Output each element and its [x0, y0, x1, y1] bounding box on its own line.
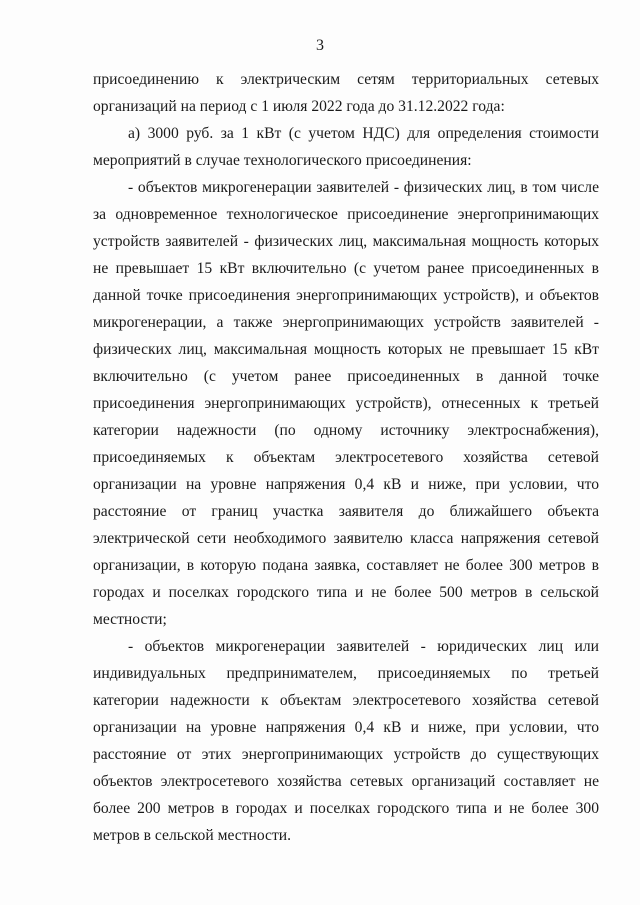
page-number: 3: [316, 37, 324, 54]
document-body: [93, 66, 599, 849]
paragraph-legal-entities: - объектов микрогенерации заявителей - юридических лиц или индивидуальных предпринимателем, присоединяемых по третьей категории надежности к объектам электросетевого хозяйства сетевой организации на уровне напряжения 0,4 кВ и ниже, при условии, что расстояние от этих энергопринимающих устройств до существующих объектов электросетевого хозяйства сетевых организаций составляет не более 200 метров в городах и поселках городского типа и не более 300 метров в сельской местности.: [93, 638, 599, 844]
paragraph-individuals: - объектов микрогенерации заявителей - физических лиц, в том числе за одновременное технологическое присоединение энергопринимающих устройств заявителей - физических лиц, максимальная мощность которых не превышает 15 кВт включительно (с учетом ранее присоединенных в данной точке присоединения энергопринимающих устройств), и объектов микрогенерации, а также энергопринимающих устройств заявителей - физических лиц, максимальная мощность которых не превышает 15 кВт включительно (с учетом ранее присоединенных в данной точке присоединения энергопринимающих устройств), отнесенных к третьей категории надежности (по одному источнику электроснабжения), присоединяемых к объектам электросетевого хозяйства сетевой организации на уровне напряжения 0,4 кВ и ниже, при условии, что расстояние от границ участка заявителя до ближайшего объекта электрической сети необходимого заявителю класса напряжения сетевой организации, в которую подана заявка, составляет не более 300 метров в городах и поселках городского типа и не более 500 метров в сельской местности;: [93, 179, 599, 628]
paragraph-continuation: присоединению к электрическим сетям территориальных сетевых организаций на период с 1 июля 2022 года до 31.12.2022 года:: [93, 71, 599, 115]
paragraph-subitem-a: а) 3000 руб. за 1 кВт (с учетом НДС) для определения стоимости мероприятий в случае технологического присоединения:: [93, 125, 599, 169]
